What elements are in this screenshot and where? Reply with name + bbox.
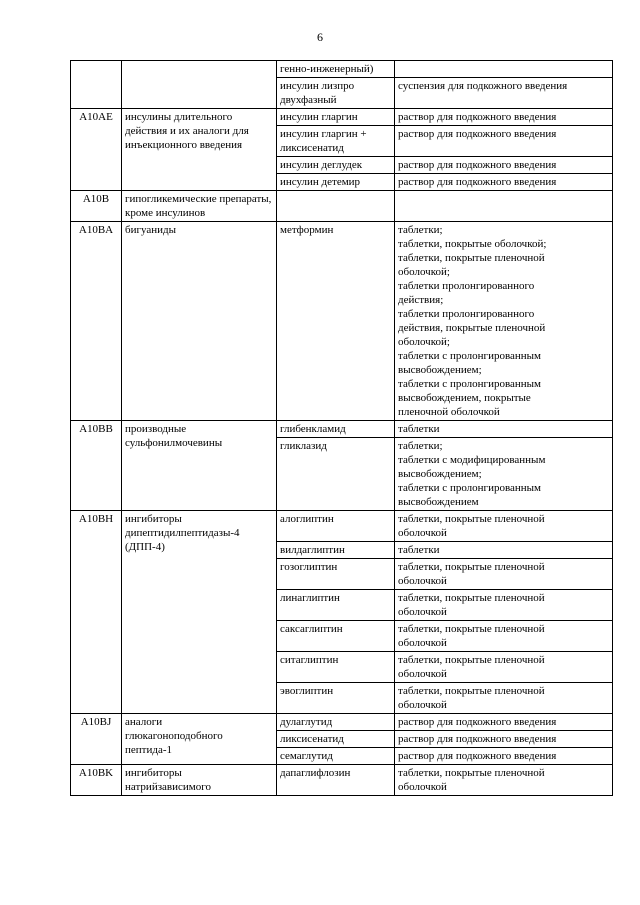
drug-name-cell: саксаглиптин	[277, 621, 395, 652]
group-name-cell: производные сульфонилмочевины	[122, 421, 277, 511]
atc-code-cell: A10BJ	[71, 714, 122, 765]
drug-name-cell: дапаглифлозин	[277, 765, 395, 796]
group-name-cell: гипогликемические препараты, кроме инсулинов	[122, 191, 277, 222]
drug-table-body	[71, 61, 613, 796]
drug-name-cell: алоглиптин	[277, 511, 395, 542]
dosage-form-cell: раствор для подкожного введения	[395, 731, 613, 748]
dosage-form-cell: таблетки, покрытые пленочной оболочкой	[395, 683, 613, 714]
drug-name-cell: линаглиптин	[277, 590, 395, 621]
table-row	[71, 109, 613, 126]
dosage-form-cell	[395, 61, 613, 78]
atc-code-cell: A10B	[71, 191, 122, 222]
page-number: 6	[317, 30, 323, 44]
drug-name-cell: эвоглиптин	[277, 683, 395, 714]
dosage-form-cell: таблетки; таблетки, покрытые оболочкой; таблетки, покрытые пленочной оболочкой; таблетки пролонгированного действия; таблетки пролонгированного действия, покрытые пленочной оболочкой; таблетки с пролонгированным высвобождением; таблетки с пролонгированным высвобождением, покрытые пленочной оболочкой	[395, 222, 613, 421]
dosage-form-cell: раствор для подкожного введения	[395, 126, 613, 157]
dosage-form-cell: раствор для подкожного введения	[395, 174, 613, 191]
atc-code-cell: A10BA	[71, 222, 122, 421]
group-name-cell: ингибиторы дипептидилпептидазы-4 (ДПП-4)	[122, 511, 277, 714]
dosage-form-cell: таблетки	[395, 421, 613, 438]
drug-name-cell: инсулин гларгин	[277, 109, 395, 126]
drug-name-cell: генно-инженерный)	[277, 61, 395, 78]
dosage-form-cell: раствор для подкожного введения	[395, 109, 613, 126]
drug-name-cell: инсулин гларгин + ликсисенатид	[277, 126, 395, 157]
group-name-cell: ингибиторы натрийзависимого	[122, 765, 277, 796]
drug-table	[70, 60, 613, 796]
group-name-cell: аналоги глюкагоноподобного пептида-1	[122, 714, 277, 765]
table-row	[71, 222, 613, 421]
group-name-cell: бигуаниды	[122, 222, 277, 421]
drug-name-cell: инсулин детемир	[277, 174, 395, 191]
dosage-form-cell: таблетки	[395, 542, 613, 559]
table-row	[71, 511, 613, 542]
dosage-form-cell	[395, 191, 613, 222]
dosage-form-cell: суспензия для подкожного введения	[395, 78, 613, 109]
drug-name-cell: метформин	[277, 222, 395, 421]
atc-code-cell: A10AE	[71, 109, 122, 191]
drug-name-cell: гликлазид	[277, 438, 395, 511]
dosage-form-cell: таблетки, покрытые пленочной оболочкой	[395, 652, 613, 683]
drug-name-cell: вилдаглиптин	[277, 542, 395, 559]
dosage-form-cell: раствор для подкожного введения	[395, 714, 613, 731]
table-row	[71, 421, 613, 438]
atc-code-cell: A10BK	[71, 765, 122, 796]
drug-name-cell: ситаглиптин	[277, 652, 395, 683]
atc-code-cell	[71, 61, 122, 109]
dosage-form-cell: раствор для подкожного введения	[395, 748, 613, 765]
dosage-form-cell: таблетки, покрытые пленочной оболочкой	[395, 590, 613, 621]
dosage-form-cell: раствор для подкожного введения	[395, 157, 613, 174]
drug-name-cell: инсулин деглудек	[277, 157, 395, 174]
drug-name-cell: инсулин лизпро двухфазный	[277, 78, 395, 109]
drug-name-cell: дулаглутид	[277, 714, 395, 731]
group-name-cell	[122, 61, 277, 109]
atc-code-cell: A10BH	[71, 511, 122, 714]
group-name-cell: инсулины длительного действия и их аналоги для инъекционного введения	[122, 109, 277, 191]
dosage-form-cell: таблетки, покрытые пленочной оболочкой	[395, 765, 613, 796]
table-row	[71, 191, 613, 222]
atc-code-cell: A10BB	[71, 421, 122, 511]
drug-name-cell: семаглутид	[277, 748, 395, 765]
table-row	[71, 61, 613, 78]
dosage-form-cell: таблетки, покрытые пленочной оболочкой	[395, 559, 613, 590]
drug-name-cell: глибенкламид	[277, 421, 395, 438]
drug-name-cell	[277, 191, 395, 222]
dosage-form-cell: таблетки, покрытые пленочной оболочкой	[395, 511, 613, 542]
dosage-form-cell: таблетки; таблетки с модифицированным высвобождением; таблетки с пролонгированным высвобождением	[395, 438, 613, 511]
table-row	[71, 765, 613, 796]
dosage-form-cell: таблетки, покрытые пленочной оболочкой	[395, 621, 613, 652]
drug-name-cell: ликсисенатид	[277, 731, 395, 748]
table-row	[71, 714, 613, 731]
drug-name-cell: гозоглиптин	[277, 559, 395, 590]
